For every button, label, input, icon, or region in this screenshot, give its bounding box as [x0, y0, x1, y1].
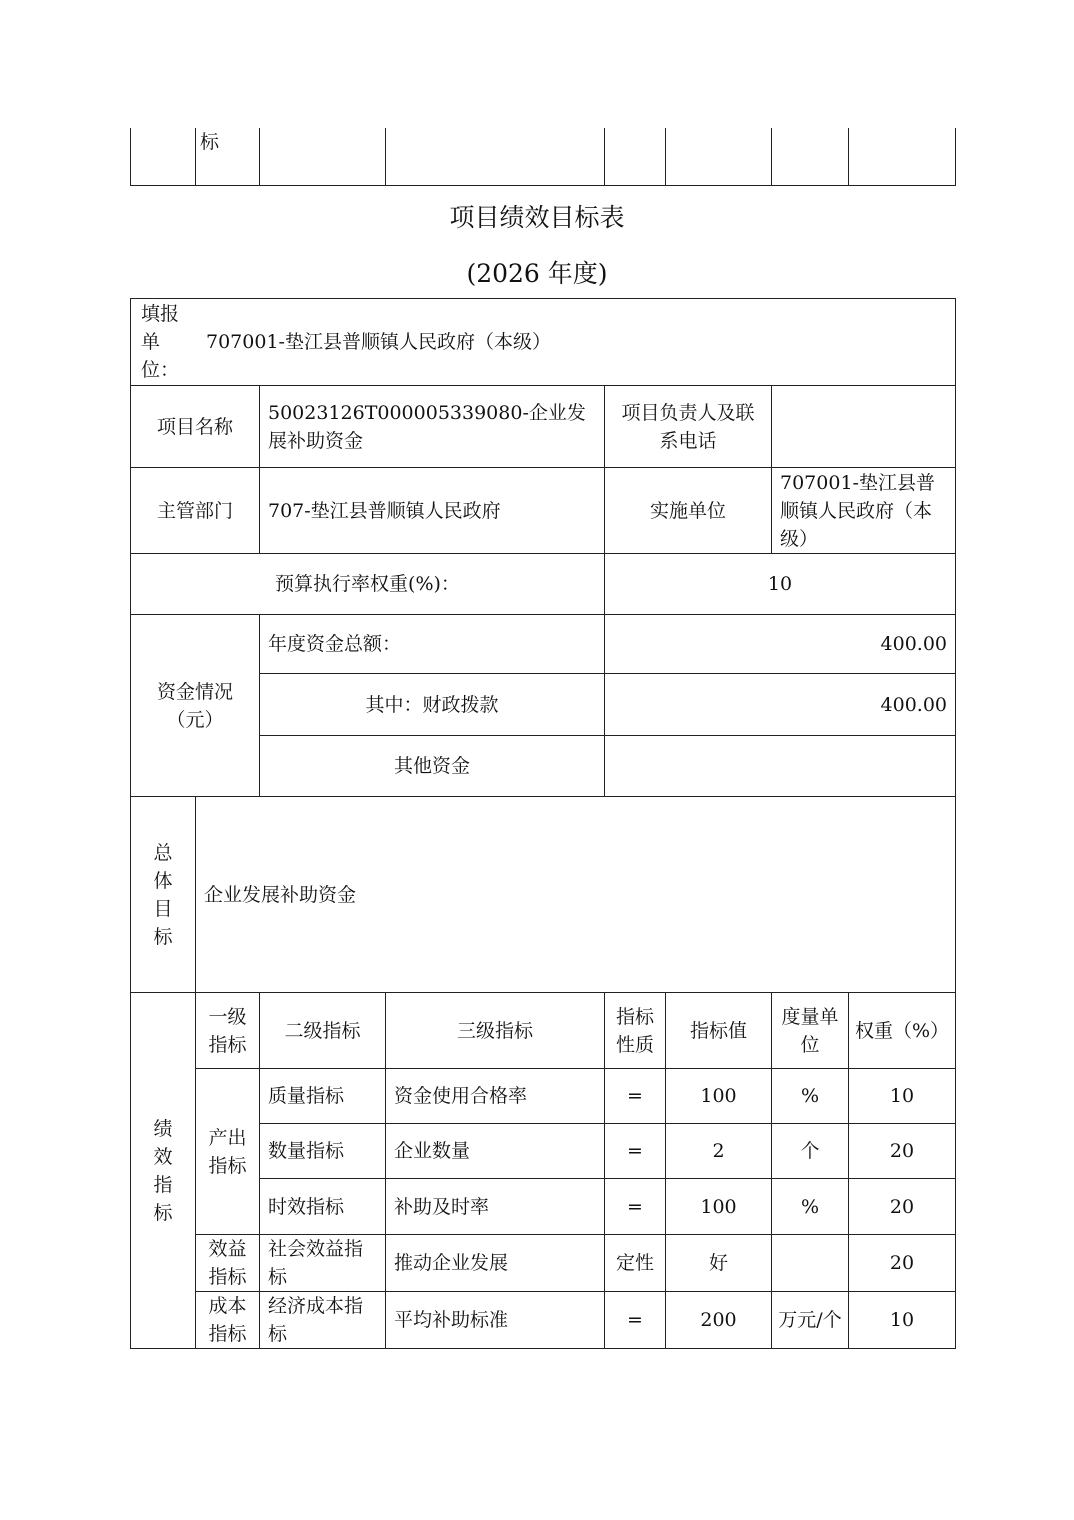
- table-row-level2: 经济成本指标: [260, 1292, 386, 1349]
- filler-label: 填报 单 位：: [141, 303, 180, 381]
- page-subtitle: (2026 年度): [466, 259, 608, 288]
- project-contact-label: 项目负责人及联系电话: [605, 386, 772, 468]
- budget-rate-label: 预算执行率权重(%)：: [131, 554, 605, 615]
- funds-other-value: [605, 736, 956, 797]
- filler-row: [131, 299, 956, 386]
- funds-other-label: 其他资金: [260, 736, 605, 797]
- impl-value: 707001-垫江县普顺镇人民政府（本级）: [772, 468, 956, 554]
- project-name-value: 50023126T000005339080-企业发展补助资金: [260, 386, 605, 468]
- header-unit: 度量单位: [772, 993, 849, 1069]
- header-weight: 权重（%）: [849, 993, 956, 1069]
- funds-label: 资金情况（元）: [131, 615, 260, 797]
- previous-table-fragment: [130, 128, 956, 186]
- table-row-unit: [772, 1235, 849, 1292]
- project-name-label: 项目名称: [131, 386, 260, 468]
- table-row-nature: =: [605, 1292, 666, 1349]
- header-nature: 指标性质: [605, 993, 666, 1069]
- project-contact-value: [772, 386, 956, 468]
- level1-cost: 成本指标: [196, 1292, 260, 1349]
- table-row-value: 2: [666, 1124, 772, 1179]
- goal-value: 企业发展补助资金: [196, 797, 956, 993]
- table-row-level2: 质量指标: [260, 1069, 386, 1124]
- table-row-unit: %: [772, 1069, 849, 1124]
- header-level3: 三级指标: [386, 993, 605, 1069]
- table-row-weight: 10: [849, 1069, 956, 1124]
- table-row-value: 好: [666, 1235, 772, 1292]
- header-level1: 一级指标: [196, 993, 260, 1069]
- header-value: 指标值: [666, 993, 772, 1069]
- table-row-unit: 万元/个: [772, 1292, 849, 1349]
- table-row-level3: 推动企业发展: [386, 1235, 605, 1292]
- table-row-weight: 10: [849, 1292, 956, 1349]
- table-row-unit: %: [772, 1179, 849, 1235]
- budget-rate-value: 10: [605, 554, 956, 615]
- table-row-value: 200: [666, 1292, 772, 1349]
- table-row-nature: 定性: [605, 1235, 666, 1292]
- table-row-nature: =: [605, 1124, 666, 1179]
- filler-value: 707001-垫江县普顺镇人民政府（本级）: [206, 331, 551, 353]
- table-row-weight: 20: [849, 1124, 956, 1179]
- table-row-nature: =: [605, 1179, 666, 1235]
- impl-label: 实施单位: [605, 468, 772, 554]
- level1-output: 产出指标: [196, 1069, 260, 1235]
- indicators-label: 绩 效 指 标: [131, 993, 196, 1349]
- table-row-unit: 个: [772, 1124, 849, 1179]
- table-row-level3: 资金使用合格率: [386, 1069, 605, 1124]
- table-row-level3: 企业数量: [386, 1124, 605, 1179]
- funds-fiscal-label: 其中：财政拨款: [260, 674, 605, 736]
- table-row-level2: 时效指标: [260, 1179, 386, 1235]
- goal-label: 总 体 目 标: [131, 797, 196, 993]
- table-row-level3: 补助及时率: [386, 1179, 605, 1235]
- level1-benefit: 效益指标: [196, 1235, 260, 1292]
- table-row-level2: 社会效益指标: [260, 1235, 386, 1292]
- table-row-weight: 20: [849, 1179, 956, 1235]
- funds-fiscal-value: 400.00: [605, 674, 956, 736]
- funds-total-value: 400.00: [605, 615, 956, 674]
- table-row-level2: 数量指标: [260, 1124, 386, 1179]
- table-row-value: 100: [666, 1069, 772, 1124]
- dept-value: 707-垫江县普顺镇人民政府: [260, 468, 605, 554]
- header-level2: 二级指标: [260, 993, 386, 1069]
- table-row-level3: 平均补助标准: [386, 1292, 605, 1349]
- page-title: 项目绩效目标表: [449, 203, 625, 232]
- fragment-cell-text: 标: [196, 128, 260, 185]
- performance-target-table: [130, 298, 956, 1349]
- table-row-weight: 20: [849, 1235, 956, 1292]
- funds-total-label: 年度资金总额：: [260, 615, 605, 674]
- table-row-nature: =: [605, 1069, 666, 1124]
- dept-label: 主管部门: [131, 468, 260, 554]
- table-row-value: 100: [666, 1179, 772, 1235]
